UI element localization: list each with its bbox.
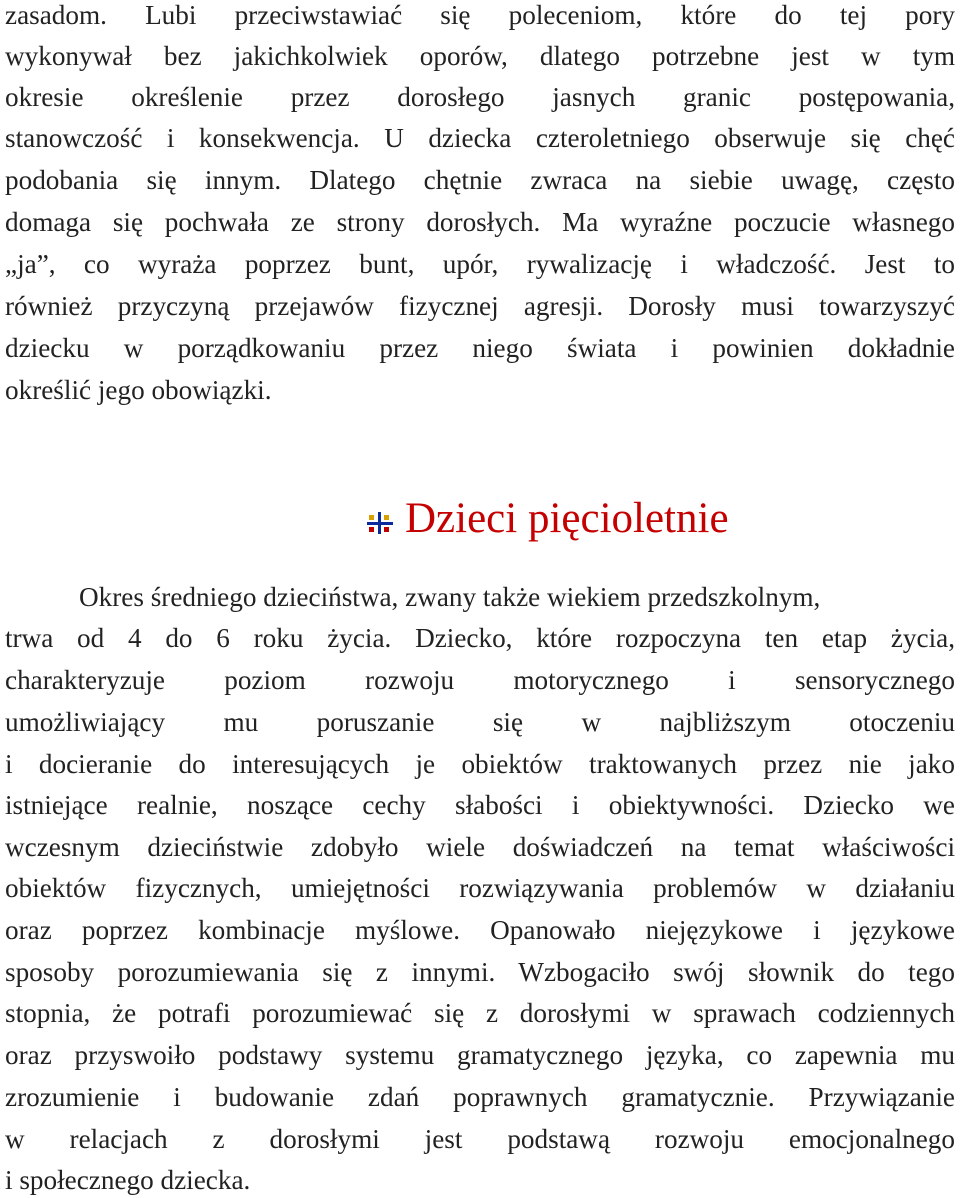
section-heading (367, 497, 729, 540)
paragraph-line: istniejące realnie, noszące cechy słabości i obiektywności. Dziecko we (5, 790, 955, 820)
paragraph-line: stopnia, że potrafi porozumiewać się z dorosłymi w sprawach codziennych (5, 998, 955, 1028)
paragraph-line: oraz przyswoiło podstawy systemu gramatycznego języka, co zapewnia mu (5, 1040, 955, 1070)
paragraph-line: oraz poprzez kombinacje myślowe. Opanowało niejęzykowe i językowe (5, 915, 955, 945)
paragraph-line: obiektów fizycznych, umiejętności rozwiązywania problemów w działaniu (5, 873, 955, 903)
paragraph-line: „ja”, co wyraża poprzez bunt, upór, rywalizację i władczość. Jest to (5, 249, 955, 279)
paragraph-line: podobania się innym. Dlatego chętnie zwraca na siebie uwagę, często (5, 165, 955, 195)
paragraph-line: i docieranie do interesujących je obiektów traktowanych przez nie jako (5, 749, 955, 779)
paragraph-line: zrozumienie i budowanie zdań poprawnych gramatycznie. Przywiązanie (5, 1082, 955, 1112)
paragraph-line: umożliwiający mu poruszanie się w najbliższym otoczeniu (5, 707, 955, 737)
paragraph-line: i społecznego dziecka. (5, 1165, 251, 1195)
paragraph-line: stanowczość i konsekwencja. U dziecka czteroletniego obserwuje się chęć (5, 123, 955, 153)
paragraph-line: domaga się pochwała ze strony dorosłych. Ma wyraźne poczucie własnego (5, 207, 955, 237)
paragraph-line: okresie określenie przez dorosłego jasnych granic postępowania, (5, 82, 955, 112)
paragraph-line: określić jego obowiązki. (5, 375, 272, 405)
paragraph-line: wykonywał bez jakichkolwiek oporów, dlatego potrzebne jest w tym (5, 41, 955, 71)
paragraph-line: wczesnym dzieciństwie zdobyło wiele doświadczeń na temat właściwości (5, 832, 955, 862)
paragraph-line: trwa od 4 do 6 roku życia. Dziecko, które rozpoczyna ten etap życia, (5, 623, 955, 653)
bullet-icon (367, 509, 393, 535)
paragraph-line: sposoby porozumiewania się z innymi. Wzbogaciło swój słownik do tego (5, 957, 955, 987)
paragraph-line: charakteryzuje poziom rozwoju motorycznego i sensorycznego (5, 665, 955, 695)
paragraph-line: Okres średniego dzieciństwa, zwany także wiekiem przedszkolnym, (79, 582, 821, 612)
paragraph-line: również przyczyną przejawów fizycznej agresji. Dorosły musi towarzyszyć (5, 291, 955, 321)
paragraph-line: w relacjach z dorosłymi jest podstawą rozwoju emocjonalnego (5, 1124, 955, 1154)
section-title: Dzieci pięcioletnie (405, 495, 729, 542)
paragraph-line: zasadom. Lubi przeciwstawiać się poleceniom, które do tej pory (5, 0, 955, 30)
paragraph-line: dziecku w porządkowaniu przez niego świata i powinien dokładnie (5, 333, 955, 363)
